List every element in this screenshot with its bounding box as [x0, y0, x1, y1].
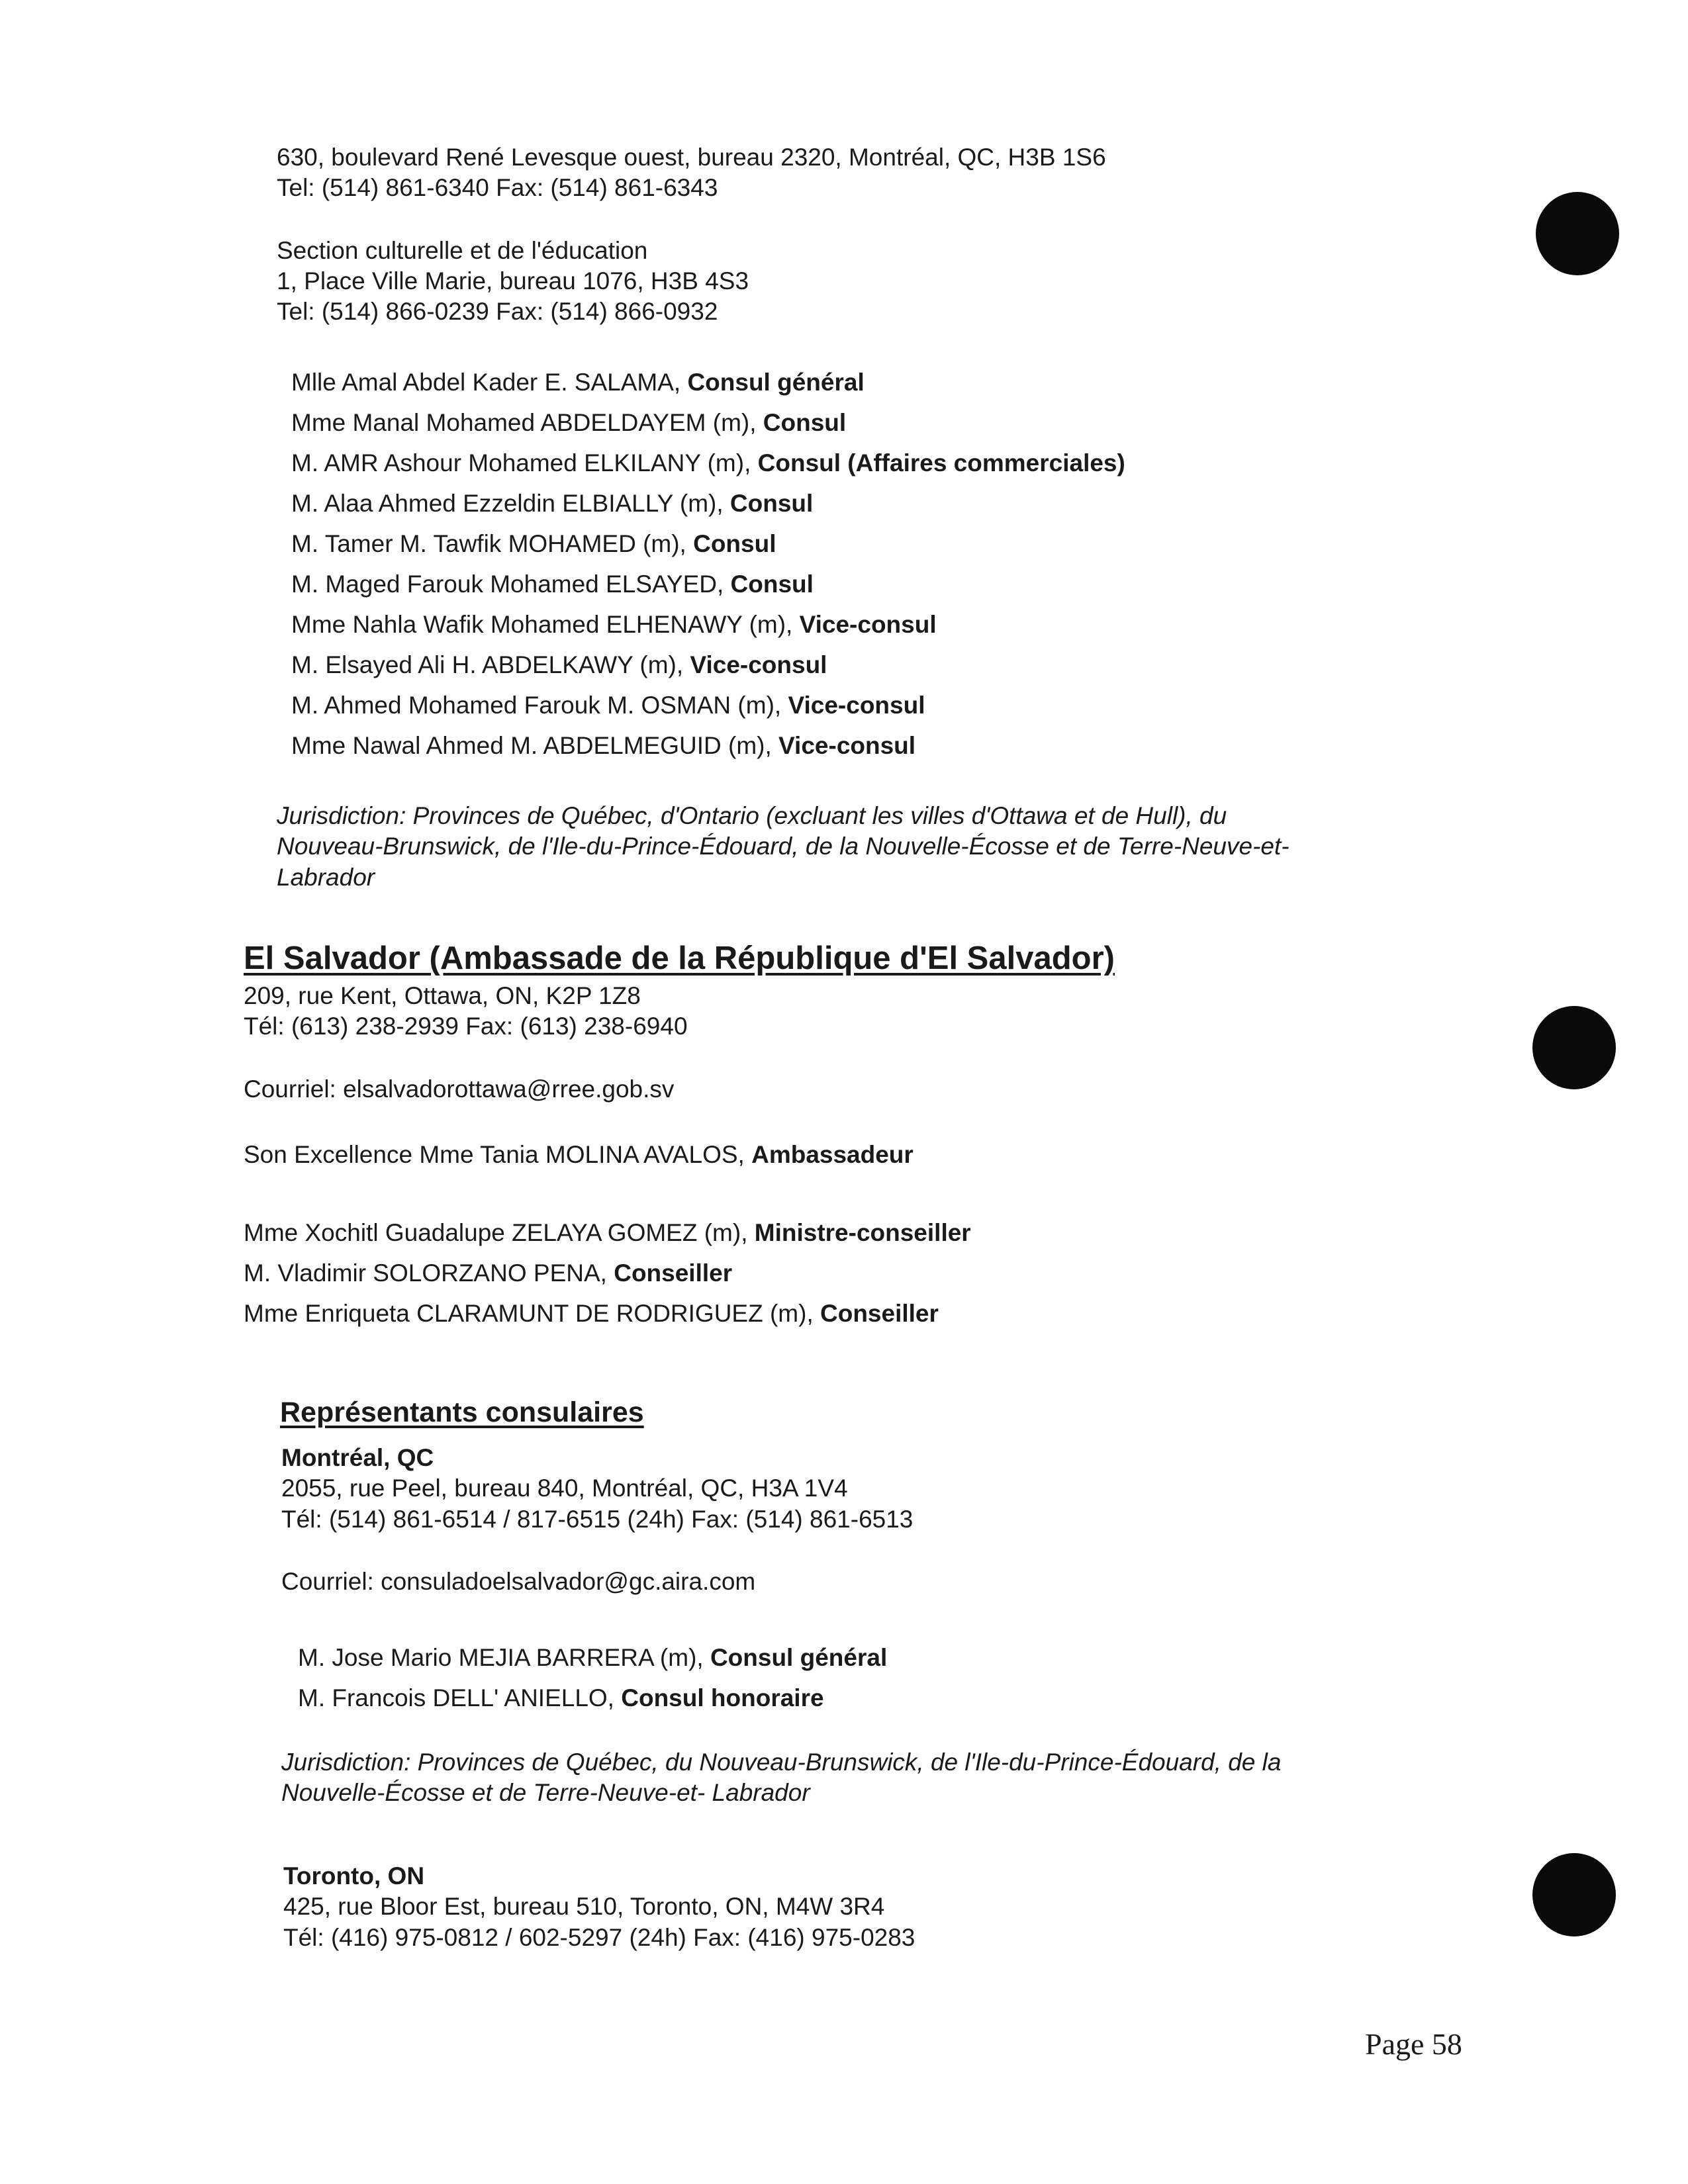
consulate-phone: Tel: (514) 861-6340 Fax: (514) 861-6343 [277, 174, 718, 202]
egypt-consulate-block [277, 142, 1106, 327]
staff-entry: Mme Manal Mohamed ABDELDAYEM (m), Consul [291, 409, 847, 436]
cultural-section-phone: Tel: (514) 866-0239 Fax: (514) 866-0932 [277, 298, 718, 325]
toronto-city: Toronto, ON [283, 1862, 425, 1889]
staff-entry: Mme Xochitl Guadalupe ZELAYA GOMEZ (m), Ministre-conseiller [244, 1219, 971, 1246]
el-salvador-heading: El Salvador (Ambassade de la République d'El Salvador) [244, 940, 1115, 976]
staff-entry: Mme Enriqueta CLARAMUNT DE RODRIGUEZ (m), Conseiller [244, 1300, 939, 1327]
staff-entry: M. Jose Mario MEJIA BARRERA (m), Consul général [298, 1644, 888, 1671]
egypt-staff-list [291, 367, 1125, 771]
page-number: Page 58 [1365, 2027, 1462, 2061]
staff-entry: M. Francois DELL' ANIELLO, Consul honoraire [298, 1684, 824, 1711]
montreal-city: Montréal, QC [281, 1444, 434, 1471]
toronto-phone: Tél: (416) 975-0812 / 602-5297 (24h) Fax: (416) 975-0283 [283, 1923, 915, 1951]
cultural-section-address: 1, Place Ville Marie, bureau 1076, H3B 4S3 [277, 267, 749, 295]
staff-entry: M. Tamer M. Tawfik MOHAMED (m), Consul [291, 530, 776, 557]
staff-entry: M. Ahmed Mohamed Farouk M. OSMAN (m), Vice-consul [291, 692, 925, 719]
ambassador-entry: Son Excellence Mme Tania MOLINA AVALOS, Ambassadeur [244, 1141, 914, 1168]
montreal-jurisdiction: Jurisdiction: Provinces de Québec, du Nouveau-Brunswick, de l'Ile-du-Prince-Édouard, de la Nouvelle-Écosse et de Terre-Neuve-et- Labrador [281, 1749, 1282, 1807]
el-salvador-contact [244, 981, 688, 1105]
staff-entry: Mlle Amal Abdel Kader E. SALAMA, Consul général [291, 369, 865, 396]
embassy-phone: Tél: (613) 238-2939 Fax: (613) 238-6940 [244, 1013, 688, 1040]
embassy-address: 209, rue Kent, Ottawa, ON, K2P 1Z8 [244, 982, 641, 1009]
egypt-jurisdiction: Jurisdiction: Provinces de Québec, d'Ontario (excluant les villes d'Ottawa et de Hull), du Nouveau-Brunswick, de l'Ile-du-Prince-Édouard, de la Nouvelle-Écosse et de Terre-Neuve-et- Labrador [277, 802, 1289, 891]
staff-entry: M. Elsayed Ali H. ABDELKAWY (m), Vice-consul [291, 651, 827, 678]
consulate-address: 630, boulevard René Levesque ouest, bureau 2320, Montréal, QC, H3B 1S6 [277, 144, 1106, 171]
staff-entry: Mme Nawal Ahmed M. ABDELMEGUID (m), Vice-consul [291, 732, 916, 759]
montreal-staff-list [298, 1643, 887, 1723]
staff-entry: Mme Nahla Wafik Mohamed ELHENAWY (m), Vice-consul [291, 611, 937, 638]
staff-entry: M. AMR Ashour Mohamed ELKILANY (m), Consul (Affaires commerciales) [291, 449, 1125, 477]
cultural-section-name: Section culturelle et de l'éducation [277, 236, 648, 264]
montreal-address: 2055, rue Peel, bureau 840, Montréal, QC, H3A 1V4 [281, 1475, 848, 1502]
montreal-phone: Tél: (514) 861-6514 / 817-6515 (24h) Fax: (514) 861-6513 [281, 1505, 914, 1533]
el-salvador-staff-list [244, 1218, 971, 1339]
toronto-consulate [283, 1861, 915, 1953]
toronto-address: 425, rue Bloor Est, bureau 510, Toronto, ON, M4W 3R4 [283, 1893, 885, 1921]
staff-entry: M. Maged Farouk Mohamed ELSAYED, Consul [291, 570, 814, 598]
montreal-consulate [281, 1443, 913, 1597]
binder-hole-top [1536, 192, 1619, 275]
staff-entry: M. Alaa Ahmed Ezzeldin ELBIALLY (m), Consul [291, 490, 814, 517]
binder-hole-bottom [1532, 1853, 1616, 1936]
binder-hole-middle [1532, 1006, 1616, 1089]
staff-entry: M. Vladimir SOLORZANO PENA, Conseiller [244, 1259, 733, 1287]
embassy-email: Courriel: elsalvadorottawa@rree.gob.sv [244, 1075, 675, 1103]
montreal-email: Courriel: consuladoelsalvador@gc.aira.com [281, 1567, 756, 1595]
consular-heading: Représentants consulaires [280, 1396, 644, 1428]
